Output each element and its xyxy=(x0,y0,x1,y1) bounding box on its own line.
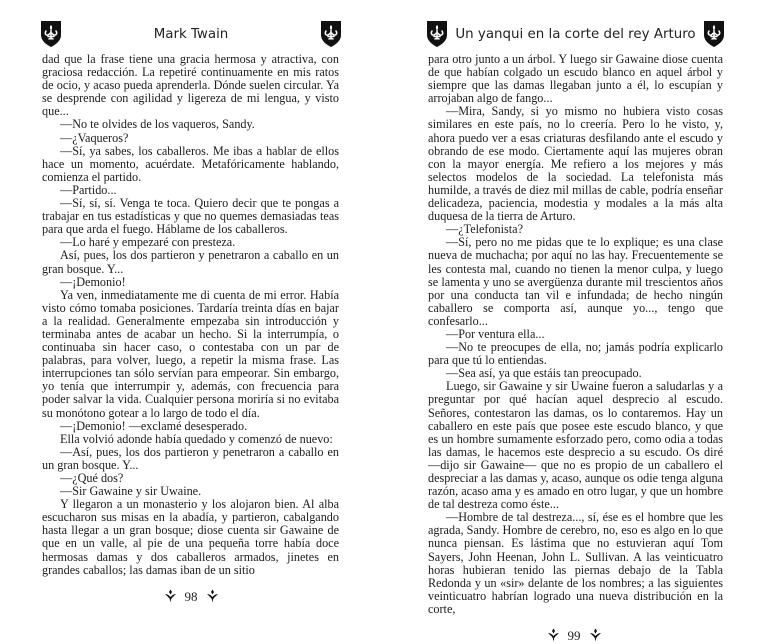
left-page xyxy=(0,0,382,604)
right-page-body xyxy=(428,53,723,616)
paragraph: —Hombre de tal destreza..., sí, ése es el hombre que les agrada, Sandy. Hombre de cerebro, no, eso es algo en lo que nunca piensan. Es lástima que no estuvieran aquí Tom Sayers, John Heenan, John L. Sullivan. A las veinticuatro horas hubieran tenido las piernas debajo de la Tabla Redonda y un «sir» delante de los nombres; a las siguientes veinticuatro habrían logrado una nueva distribución en la corte, xyxy=(428,510,723,616)
right-page-folio xyxy=(383,628,765,644)
paragraph: —Por ventura ella... xyxy=(446,326,545,341)
paragraph: —¡Demonio! —exclamé desesperado. xyxy=(60,418,248,433)
paragraph: Y llegaron a un monasterio y los alojaron bien. Al alba escucharon sus misas en la abadía, y partieron, cabalgando hasta llegar a un gran bosque; diose cuenta sir Gawaine de que en un valle, al pie de una pequeña torre había doce hermosas damas y dos caballeros armados, jinetes en grandes caballos; las damas iban de un sitio xyxy=(42,497,339,577)
paragraph: —Sí, pero no me pidas que te lo explique; es una clase nueva de muchacha; por aquí no las hay. Frecuentemente se les contesta mal, cuando no tienen la menor culpa, y luego se lamenta y uno se avergüenza durante mil trescientos años por una conducta tan vil e infundada; de hecho ningún caballero se comporta así, aunque yo..., tengo que confesarlo... xyxy=(428,235,723,328)
paragraph: —Sir Gawaine y sir Uwaine. xyxy=(60,484,202,499)
paragraph: —¡Demonio! xyxy=(60,274,126,289)
paragraph: —No te preocupes de ella, no; jamás podría explicarlo para que tú lo entiendas. xyxy=(428,340,723,368)
page-number: 98 xyxy=(184,588,198,604)
paragraph: Ella volvió adonde había quedado y comenzó de nuevo: xyxy=(60,431,333,446)
paragraph: —Así, pues, los dos partieron y penetraron a caballo en un gran bosque. Y... xyxy=(42,444,339,472)
paragraph: —Sí, ya sabes, los caballeros. Me ibas a hablar de ellos hace un momento, acuérdate. Metafóricamente hablando, comienza el partido. xyxy=(42,143,339,184)
paragraph: —No te olvides de los vaqueros, Sandy. xyxy=(60,117,255,132)
paragraph: —Lo haré y empezaré con presteza. xyxy=(60,235,236,250)
paragraph: —¿Qué dos? xyxy=(60,471,124,485)
paragraph: Luego, sir Gawaine y sir Uwaine fueron a saludarlas y a preguntar por qué hacían aquel desprecio al escudo. Señores, contestaron las damas, os lo contaremos. Hay un caballero en este país que posee este escudo blanco, y que es un hombre sumamente esforzado pero, como odia a todas las damas, le hacemos este desprecio a su escudo. Os diré —dijo sir Gawaine— que no es propio de un caballero el despreciar a las damas y, acaso, aunque os odie tenga alguna razón, acaso ama y es amado en otro lugar, y que un hombre de tal destreza como éste... xyxy=(428,379,723,512)
paragraph: dad que la frase tiene una gracia hermosa y atractiva, con graciosa redacción. La repetiré continuamente en mis ratos de ocio, y acaso pueda aprenderla. Dónde suelen circular. Ya se desprende con agilidad y ligereza de mi lengua, y visto que... xyxy=(42,52,339,119)
fleur-de-lis-shield-icon xyxy=(703,20,725,48)
fleuron-icon xyxy=(164,589,177,603)
left-page-folio xyxy=(0,589,382,605)
paragraph: —Mira, Sandy, si yo mismo no hubiera visto cosas similares en este país, no lo creería. Pero lo he visto, y, ahora puedo ver a esas criaturas desfilando ante el escudo y obrando de ese modo. Ciertamente aquí las mujeres obran con la mayor energía. Me refiero a los mejores y más selectos modelos de la sociedad. La telefonista más humilde, a través de diez mil millas de cable, podría enseñar delicadeza, paciencia, modestia y modales a la más alta duquesa de la tierra de Arturo. xyxy=(428,104,723,224)
fleuron-icon xyxy=(547,628,560,642)
right-page-header xyxy=(426,18,725,50)
paragraph: —¿Telefonista? xyxy=(446,222,523,237)
paragraph: —Sí, sí, sí. Venga te toca. Quiero decir que te pongas a trabajar en tus estadísticas y que no quemes demasiadas teas para que arda el fuego. Háblame de los caballeros. xyxy=(42,196,339,237)
paragraph: Así, pues, los dos partieron y penetraron a caballo en un gran bosque. Y... xyxy=(42,248,339,276)
left-page-body xyxy=(42,53,339,577)
paragraph: —¿Vaqueros? xyxy=(60,130,129,145)
paragraph: Ya ven, inmediatamente me di cuenta de mi error. Había visto cómo tomaba posiciones. Tardaría treinta días en bajar a la realidad. Generalmente empezaba sin introducción y terminaba antes de acabar un hecho. Si la interrumpía, o continuaba sin hacer caso, o contestaba con un par de palabras, para volver, luego, a repetir la misma frase. Las interrupciones tan sólo servían para empeorar. Sin embargo, yo tenía que interrumpir y, además, con frecuencia para poder salvar la vida. Cualquier persona moriría si no evitaba su monótono gotear a lo largo de todo el día. xyxy=(42,287,339,420)
running-head-author: Mark Twain xyxy=(153,27,229,42)
paragraph: —Partido... xyxy=(60,182,117,197)
running-head-title: Un yanqui en la corte del rey Arturo xyxy=(455,27,696,42)
right-page xyxy=(383,0,765,644)
fleuron-icon xyxy=(589,628,602,642)
fleur-de-lis-shield-icon xyxy=(426,20,448,48)
fleuron-icon xyxy=(206,589,219,603)
fleur-de-lis-shield-icon xyxy=(40,20,62,48)
page-number: 99 xyxy=(567,628,581,644)
paragraph: —Sea así, ya que estáis tan preocupado. xyxy=(446,366,642,381)
left-page-header xyxy=(40,18,342,50)
fleur-de-lis-shield-icon xyxy=(320,20,342,48)
paragraph: para otro junto a un árbol. Y luego sir Gawaine diose cuenta de que habían colgado un escudo blanco en aquel árbol y siempre que las damas llegaban junto a él, lo escupían y arrojaban algo de fango... xyxy=(428,52,723,106)
